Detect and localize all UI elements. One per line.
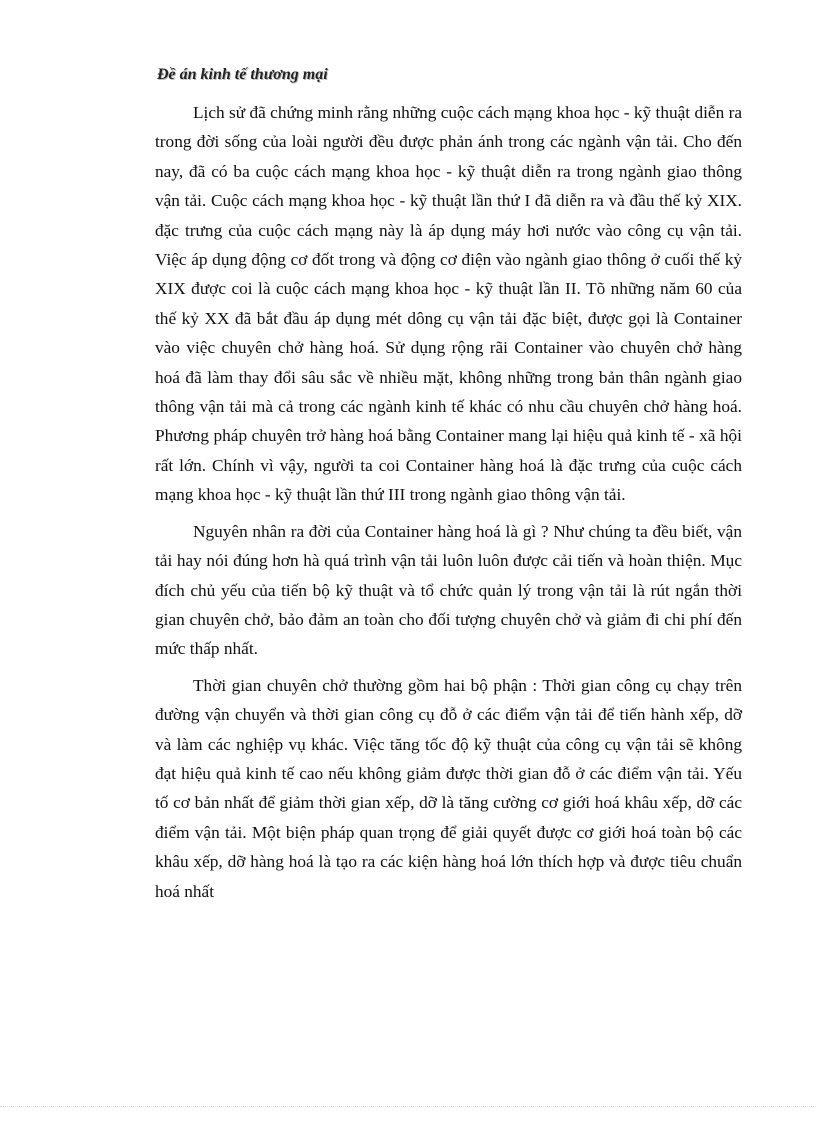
paragraph-history: Lịch sử đã chứng minh rằng những cuộc cách mạng khoa học - kỹ thuật diễn ra trong đời sống của loài người đều được phản ánh trong các ngành vận tải. Cho đến nay, đã có ba cuộc cách mạng khoa học - kỹ thuật diễn ra trong ngành giao thông vận tải. Cuộc cách mạng khoa học - kỹ thuật lần thứ I đã diễn ra và đầu thế kỷ XIX. đặc trưng của cuộc cách mạng này là áp dụng máy hơi nước vào công cụ vận tải. Việc áp dụng động cơ đốt trong và động cơ điện vào ngành giao thông ở cuối thế kỷ XIX được coi là cuộc cách mạng khoa học - kỹ thuật lần II. Tõ những năm 60 của thế kỷ XX đã bắt đầu áp dụng mét dông cụ vận tải đặc biệt, được gọi là Container vào việc chuyên chở hàng hoá. Sử dụng rộng rãi Container vào chuyên chở hàng hoá đã làm thay đổi sâu sắc về nhiều mặt, không những trong bản thân ngành giao thông vận tải mà cả trong các ngành kinh tế khác có nhu cầu chuyên chở hàng hoá. Phương pháp chuyên trở hàng hoá bằng Container mang lại hiệu quả kinh tế - xã hội rất lớn. Chính vì vậy, người ta coi Container hàng hoá là đặc trưng của cuộc cách mạng khoa học - kỹ thuật lần thứ III trong ngành giao thông vận tải. <box>155 103 742 505</box>
paragraph-origin: Nguyên nhân ra đời của Container hàng hoá là gì ? Như chúng ta đều biết, vận tải hay nói đúng hơn hà quá trình vận tải luôn luôn được cải tiến và hoàn thiện. Mục đích chủ yếu của tiến bộ kỹ thuật và tổ chức quản lý trong vận tải là rút ngắn thời gian chuyên chở, bảo đảm an toàn cho đối tượng chuyên chở và giảm đi chi phí đến mức thấp nhất. <box>155 521 742 659</box>
footer-divider <box>0 1106 816 1107</box>
document-body <box>155 98 742 913</box>
running-header: Đề án kinh tế thương mại <box>157 66 328 83</box>
paragraph-transport-time: Thời gian chuyên chở thường gồm hai bộ phận : Thời gian công cụ chạy trên đường vận chuyển và thời gian công cụ đỗ ở các điểm vận tải để tiến hành xếp, dỡ và làm các nghiệp vụ khác. Việc tăng tốc độ kỹ thuật của công cụ vận tải sẽ không đạt hiệu quả kinh tế cao nếu không giảm được thời gian đỗ ở các điểm vận tải. Yếu tố cơ bản nhất để giảm thời gian xếp, dỡ là tăng cường cơ giới hoá khâu xếp, dỡ các điểm vận tải. Một biện pháp quan trọng để giải quyết được cơ giới hoá toàn bộ các khâu xếp, dỡ hàng hoá là tạo ra các kiện hàng hoá lớn thích hợp và được tiêu chuẩn hoá nhất <box>155 675 742 901</box>
